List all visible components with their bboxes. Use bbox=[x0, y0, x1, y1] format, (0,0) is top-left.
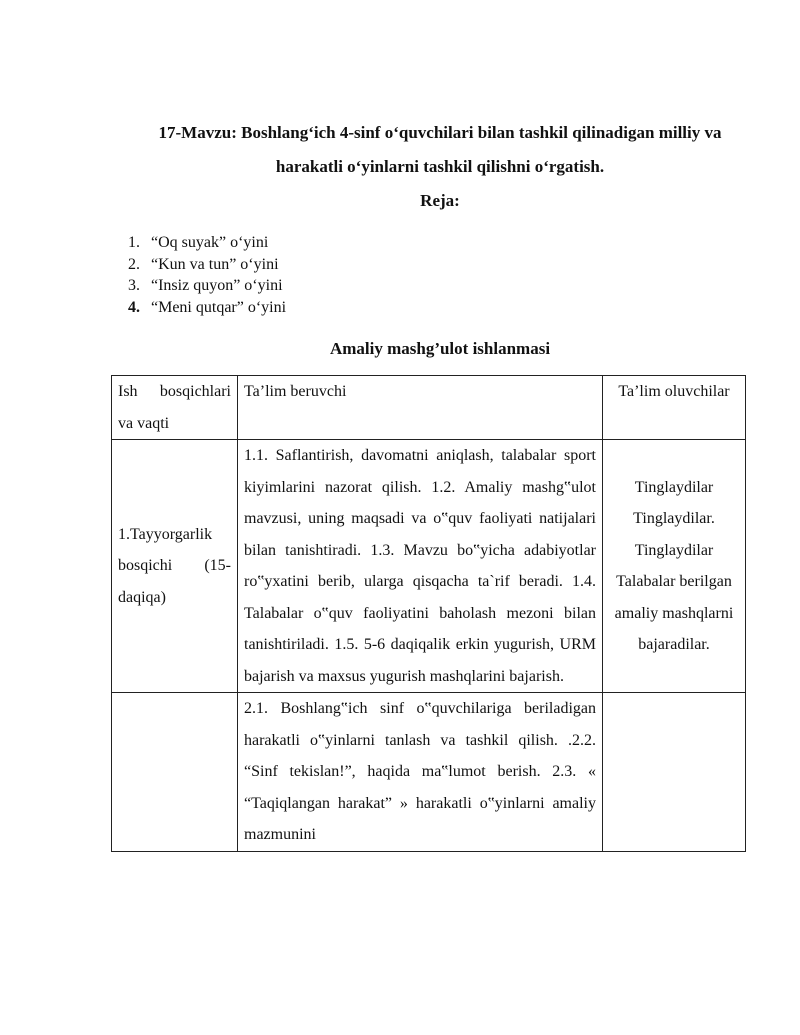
lesson-plan-table bbox=[111, 375, 746, 852]
plan-item-number: 3. bbox=[128, 277, 140, 294]
plan-item bbox=[128, 232, 286, 254]
plan-item-text: “Insiz quyon” o‘yini bbox=[151, 277, 283, 294]
plan-item bbox=[128, 254, 286, 276]
plan-item-text: “Kun va tun” o‘yini bbox=[151, 255, 279, 273]
teacher-cell: 2.1. Boshlang‟ich sinf o‟quvchilariga beriladigan harakatli o‟yinlarni tanlash va tashkil qilish. .2.2. “Sinf tekislan!”, haqida ma‟lumot berish. 2.3. « “Taqiqlangan harakat” » harakatli o‟yinlarni amaliy mazmunini bbox=[238, 693, 603, 852]
students-line: Tinglaydilar. bbox=[633, 510, 715, 527]
students-line: Tinglaydilar bbox=[634, 541, 714, 559]
title-line-1: 17-Mavzu: Boshlang‘ich 4-sinf o‘quvchilari bilan tashkil qilinadigan milliy va bbox=[158, 123, 722, 142]
plan-item bbox=[128, 275, 286, 297]
header-students: Ta’lim oluvchilar bbox=[603, 376, 746, 440]
plan-item-number: 4. bbox=[128, 298, 140, 316]
plan-item-number: 1. bbox=[128, 234, 140, 251]
header-stage: Ish bosqichlari va vaqti bbox=[112, 376, 238, 440]
title-line-2: harakatli o‘yinlarni tashkil qilishni o‘rgatish. bbox=[275, 157, 605, 176]
plan-item-text: “Oq suyak” o‘yini bbox=[151, 234, 269, 251]
header-teacher: Ta’lim beruvchi bbox=[238, 376, 603, 440]
students-cell bbox=[603, 440, 746, 693]
plan-item-number: 2. bbox=[128, 255, 140, 273]
table-row bbox=[112, 440, 746, 693]
students-line: Talabalar berilgan amaliy mashqlarni bajaradilar. bbox=[614, 573, 734, 653]
teacher-cell: 1.1. Saflantirish, davomatni aniqlash, talabalar sport kiyimlarini nazorat qilish. 1.2. Amaliy mashg‟ulot mavzusi, uning maqsadi va o‟quv faoliyati natijalari bilan tanishtiradi. 1.3. Mavzu bo‟yicha adabiyotlar ro‟yxatini berib, ularga qisqacha ta`rif beradi. 1.4. Talabalar o‟quv faoliyatini baholash mezoni bilan tanishtiriladi. 1.5. 5-6 daqiqalik erkin yugurish, URM bajarish va maxsus yugurish mashqlarini bajarish. bbox=[238, 440, 603, 693]
plan-item bbox=[128, 297, 286, 319]
plan-item-text: “Meni qutqar” o‘yini bbox=[151, 298, 287, 316]
plan-heading: Reja: bbox=[420, 191, 460, 210]
section-subtitle: Amaliy mashg’ulot ishlanmasi bbox=[329, 339, 551, 358]
stage-cell: 1.Tayyorgarlik bosqichi (15-daqiqa) bbox=[112, 440, 238, 693]
students-line: Tinglaydilar bbox=[634, 478, 714, 496]
table-header-row bbox=[112, 376, 746, 440]
page-title bbox=[120, 116, 760, 184]
plan-list bbox=[128, 232, 286, 318]
table-row bbox=[112, 693, 746, 852]
stage-cell bbox=[112, 693, 238, 852]
students-cell bbox=[603, 693, 746, 852]
